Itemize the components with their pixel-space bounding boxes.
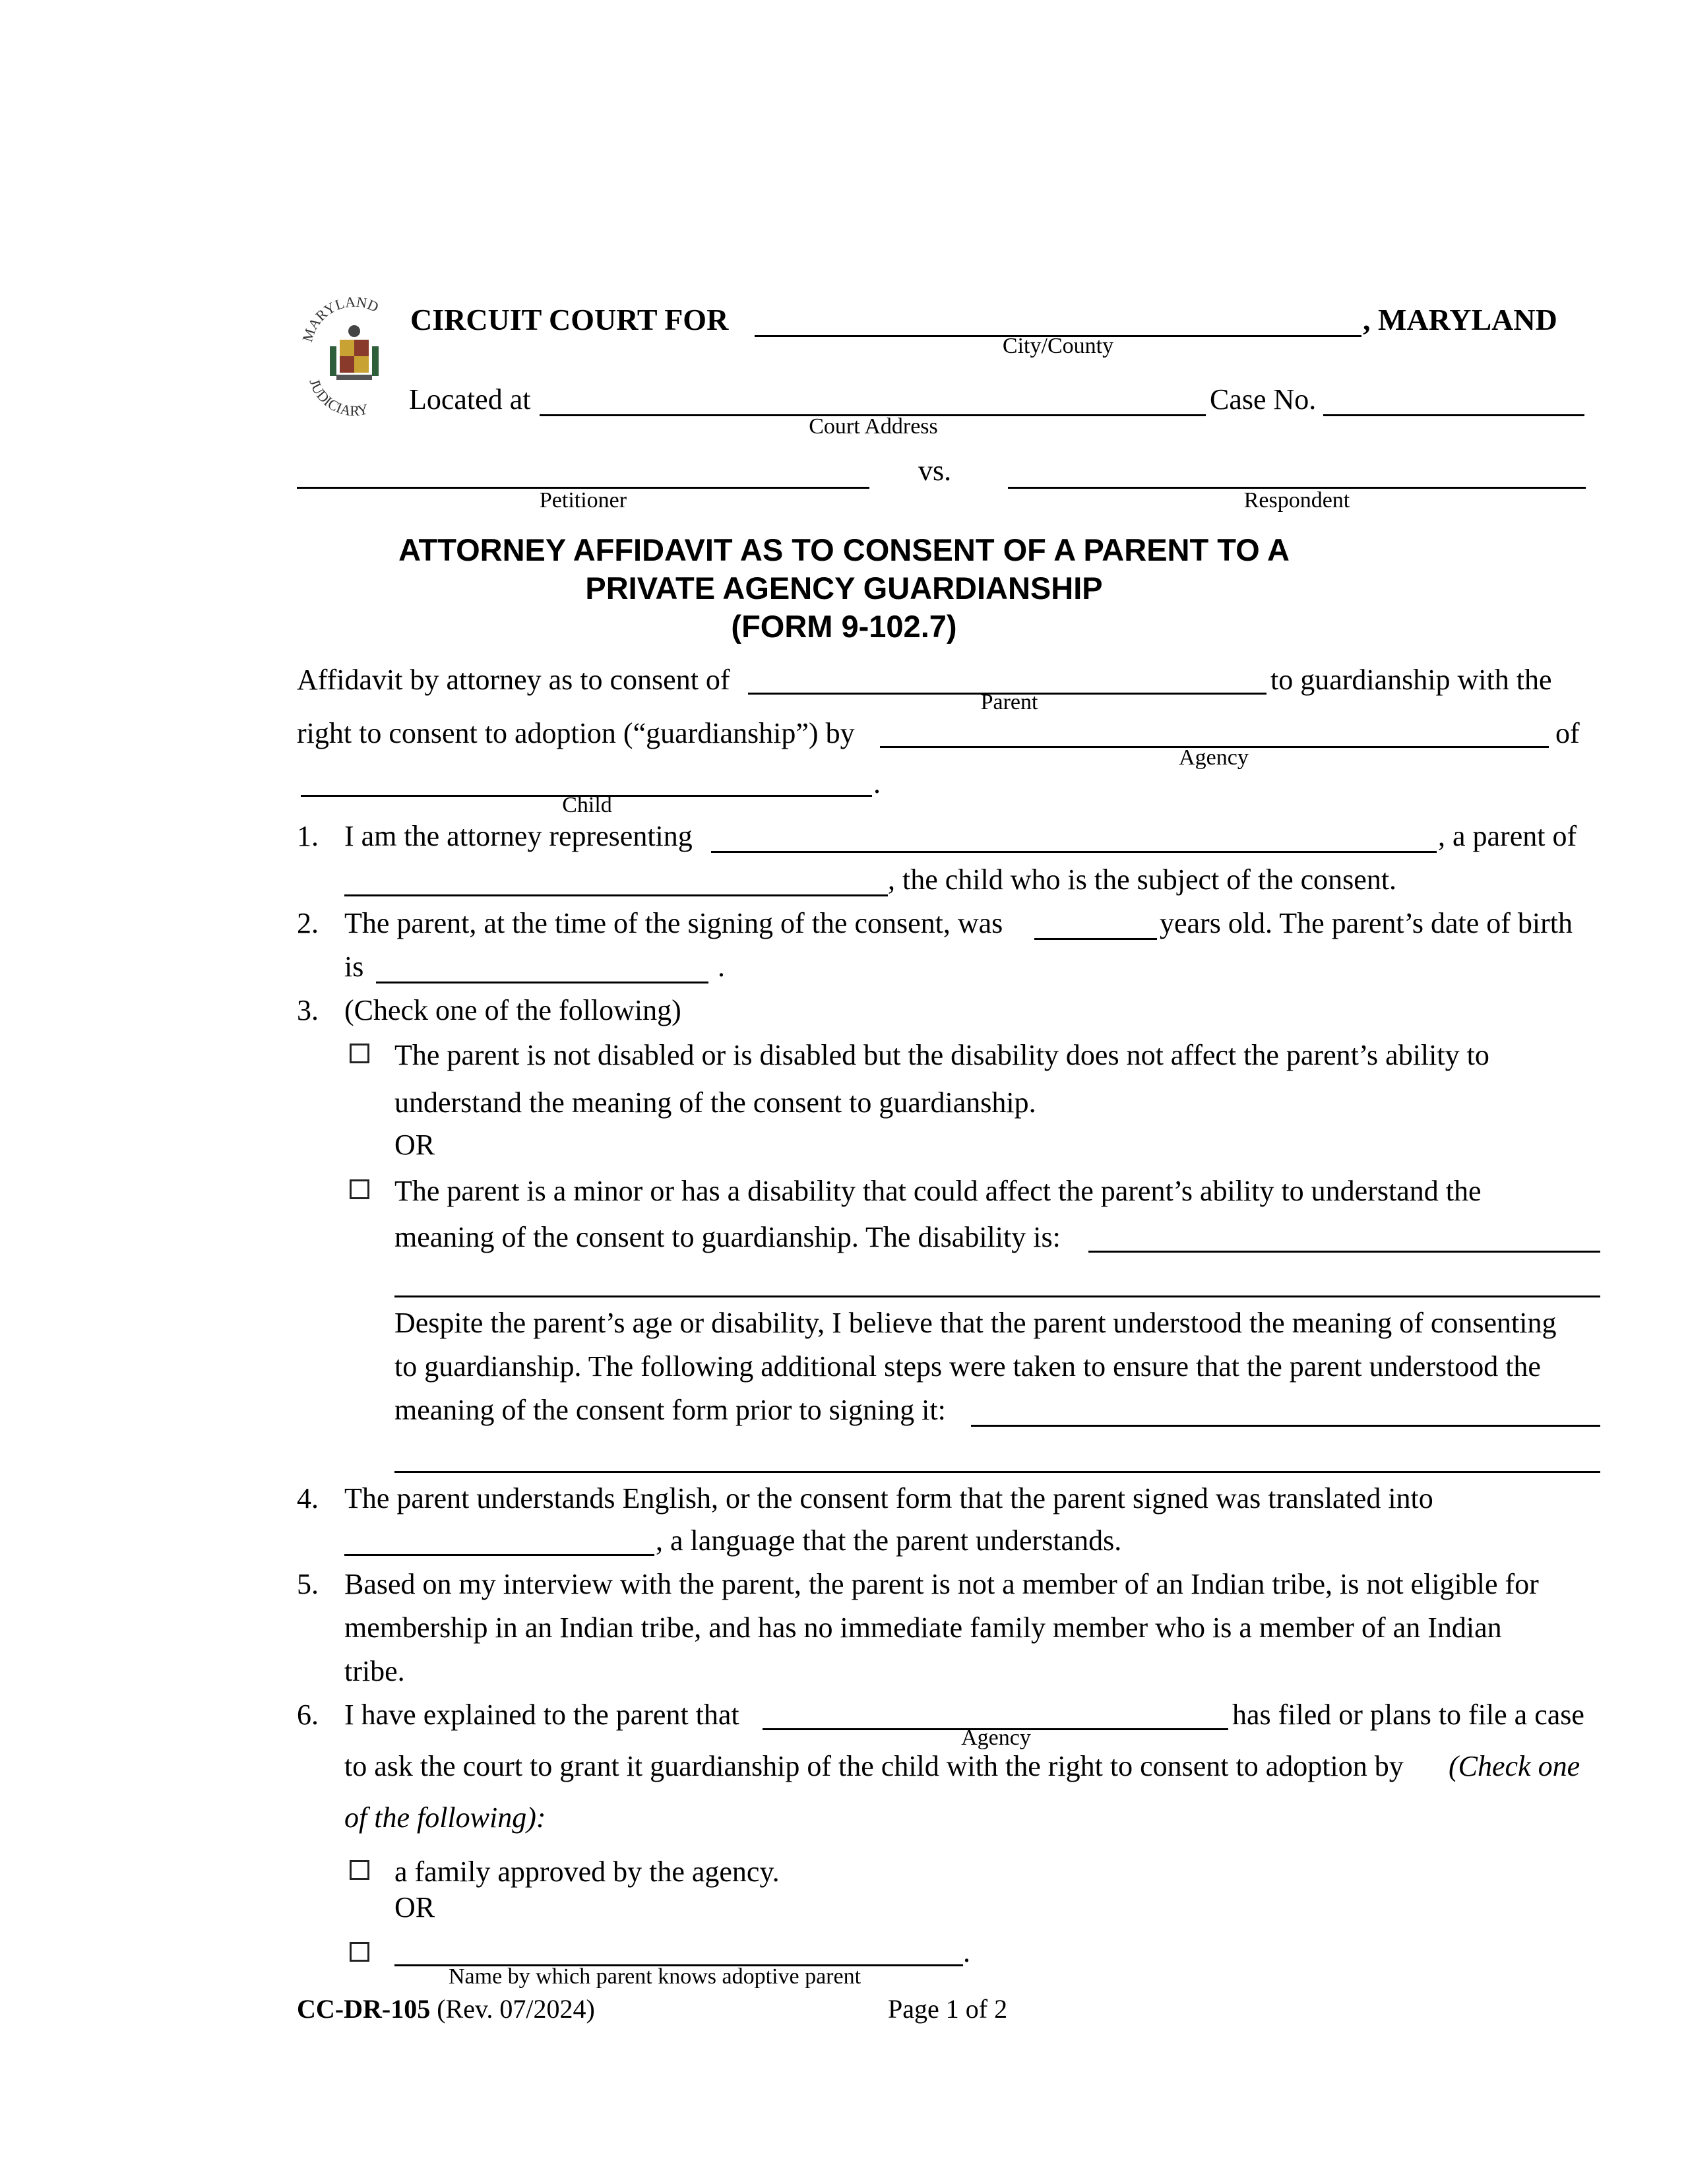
minor-disabled-checkbox[interactable] bbox=[350, 1179, 369, 1199]
or-label-1: OR bbox=[394, 1129, 435, 1161]
court-seal-logo bbox=[298, 290, 410, 416]
case-no-field[interactable] bbox=[1323, 414, 1584, 416]
form-title-line1: ATTORNEY AFFIDAVIT AS TO CONSENT OF A PARENT TO A bbox=[398, 532, 1290, 567]
named-adoptive-parent-checkbox[interactable] bbox=[350, 1942, 369, 1962]
item-6-period: . bbox=[963, 1936, 970, 1968]
located-at-label: Located at bbox=[409, 383, 531, 416]
item-6-number: 6. bbox=[297, 1699, 319, 1731]
item-6-text: I have explained to the parent that bbox=[344, 1699, 739, 1731]
child-caption: Child bbox=[562, 793, 612, 817]
additional-steps-field-line1[interactable] bbox=[971, 1425, 1600, 1427]
respondent-caption: Respondent bbox=[1243, 488, 1350, 513]
not-disabled-checkbox[interactable] bbox=[350, 1044, 369, 1063]
parent-dob-field[interactable] bbox=[376, 982, 708, 983]
item-2-suffix: years old. The parent’s date of birth bbox=[1160, 907, 1573, 939]
item-6-line2a: to ask the court to grant it guardianship of the child with the right to consent to adoption by bbox=[344, 1750, 1404, 1782]
additional-steps-field-line2[interactable] bbox=[394, 1471, 1600, 1473]
parent-age-field[interactable] bbox=[1034, 938, 1157, 940]
item-5-line1: Based on my interview with the parent, the parent is not a member of an Indian tribe, is not eligible for bbox=[344, 1568, 1539, 1600]
intro-text-2: right to consent to adoption (“guardianship”) by bbox=[297, 717, 855, 749]
or-label-2: OR bbox=[394, 1891, 435, 1923]
item-4-line2: , a language that the parent understands. bbox=[656, 1524, 1122, 1557]
agency-caption: Agency bbox=[1179, 745, 1249, 770]
intro-period: . bbox=[873, 767, 881, 799]
item-1-text: I am the attorney representing bbox=[344, 820, 693, 852]
not-disabled-option-line1: The parent is not disabled or is disabled but the disability does not affect the parent’s ability to bbox=[394, 1039, 1489, 1071]
footer-revision: (Rev. 07/2024) bbox=[437, 1994, 595, 2024]
translated-language-field[interactable] bbox=[344, 1554, 654, 1556]
footer-form-id: CC-DR-105 bbox=[297, 1994, 431, 2024]
item-2-period: . bbox=[718, 951, 725, 983]
item-6-suffix: has filed or plans to file a case bbox=[1232, 1699, 1584, 1731]
parent-represented-field[interactable] bbox=[711, 851, 1437, 853]
item-3-text: (Check one of the following) bbox=[344, 994, 681, 1026]
minor-disabled-option-line1: The parent is a minor or has a disability that could affect the parent’s ability to understand the bbox=[394, 1175, 1482, 1207]
item-4-number: 4. bbox=[297, 1482, 319, 1514]
seal-top-text: MARYLAND bbox=[299, 293, 381, 344]
item-1-suffix: , a parent of bbox=[1438, 820, 1577, 852]
item-5-line3: tribe. bbox=[344, 1655, 405, 1687]
court-address-caption: Court Address bbox=[809, 414, 938, 439]
not-disabled-option-line2: understand the meaning of the consent to guardianship. bbox=[394, 1086, 1036, 1119]
svg-text:JUDICIARY bbox=[306, 377, 369, 416]
item-5-number: 5. bbox=[297, 1568, 319, 1600]
item-2-is: is bbox=[344, 951, 364, 983]
agency-approved-family-checkbox[interactable] bbox=[350, 1860, 369, 1880]
seal-bottom-text: JUDICIARY bbox=[306, 377, 370, 416]
disability-field-line2[interactable] bbox=[394, 1295, 1600, 1297]
case-no-label: Case No. bbox=[1210, 383, 1317, 416]
despite-line3: meaning of the consent form prior to signing it: bbox=[394, 1394, 946, 1426]
form-title-line2: PRIVATE AGENCY GUARDIANSHIP bbox=[585, 571, 1103, 606]
petitioner-caption: Petitioner bbox=[539, 488, 627, 513]
item-1-line2: , the child who is the subject of the consent. bbox=[888, 863, 1397, 896]
disability-field-line1[interactable] bbox=[1088, 1251, 1600, 1253]
despite-line2: to guardianship. The following additional steps were taken to ensure that the parent understood the bbox=[394, 1350, 1541, 1383]
vs-label: vs. bbox=[918, 454, 952, 487]
item-6-agency-caption: Agency bbox=[961, 1726, 1031, 1750]
form-title-line3: (FORM 9-102.7) bbox=[731, 609, 957, 644]
intro-text-2b: of bbox=[1555, 717, 1580, 749]
item-4-line1: The parent understands English, or the consent form that the parent signed was translated into bbox=[344, 1482, 1433, 1514]
item-3-number: 3. bbox=[297, 994, 319, 1026]
agency-approved-family-option: a family approved by the agency. bbox=[394, 1856, 780, 1888]
adoptive-parent-caption: Name by which parent knows adoptive parent bbox=[449, 1964, 861, 1989]
item-2-text: The parent, at the time of the signing of the consent, was bbox=[344, 907, 1003, 939]
intro-text-1: Affidavit by attorney as to consent of bbox=[297, 664, 730, 696]
footer-form-id-group bbox=[297, 1993, 595, 2024]
svg-text:MARYLAND bbox=[299, 294, 381, 344]
city-county-caption: City/County bbox=[1002, 334, 1114, 358]
despite-line1: Despite the parent’s age or disability, I believe that the parent understood the meaning of consenting bbox=[394, 1307, 1557, 1339]
child-subject-field[interactable] bbox=[344, 894, 888, 896]
item-6-line2b: (Check one bbox=[1449, 1750, 1580, 1782]
footer-page-number: Page 1 of 2 bbox=[888, 1994, 1008, 2024]
court-title: CIRCUIT COURT FOR bbox=[410, 303, 729, 336]
state-suffix: , MARYLAND bbox=[1363, 303, 1557, 336]
parent-caption: Parent bbox=[980, 690, 1038, 714]
item-5-line2: membership in an Indian tribe, and has no immediate family member who is a member of an Indian bbox=[344, 1611, 1502, 1644]
item-6-line3: of the following): bbox=[344, 1801, 546, 1834]
item-2-number: 2. bbox=[297, 907, 319, 939]
item-1-number: 1. bbox=[297, 820, 319, 852]
intro-text-1b: to guardianship with the bbox=[1270, 664, 1552, 696]
minor-disabled-option-line2: meaning of the consent to guardianship. The disability is: bbox=[394, 1221, 1061, 1253]
